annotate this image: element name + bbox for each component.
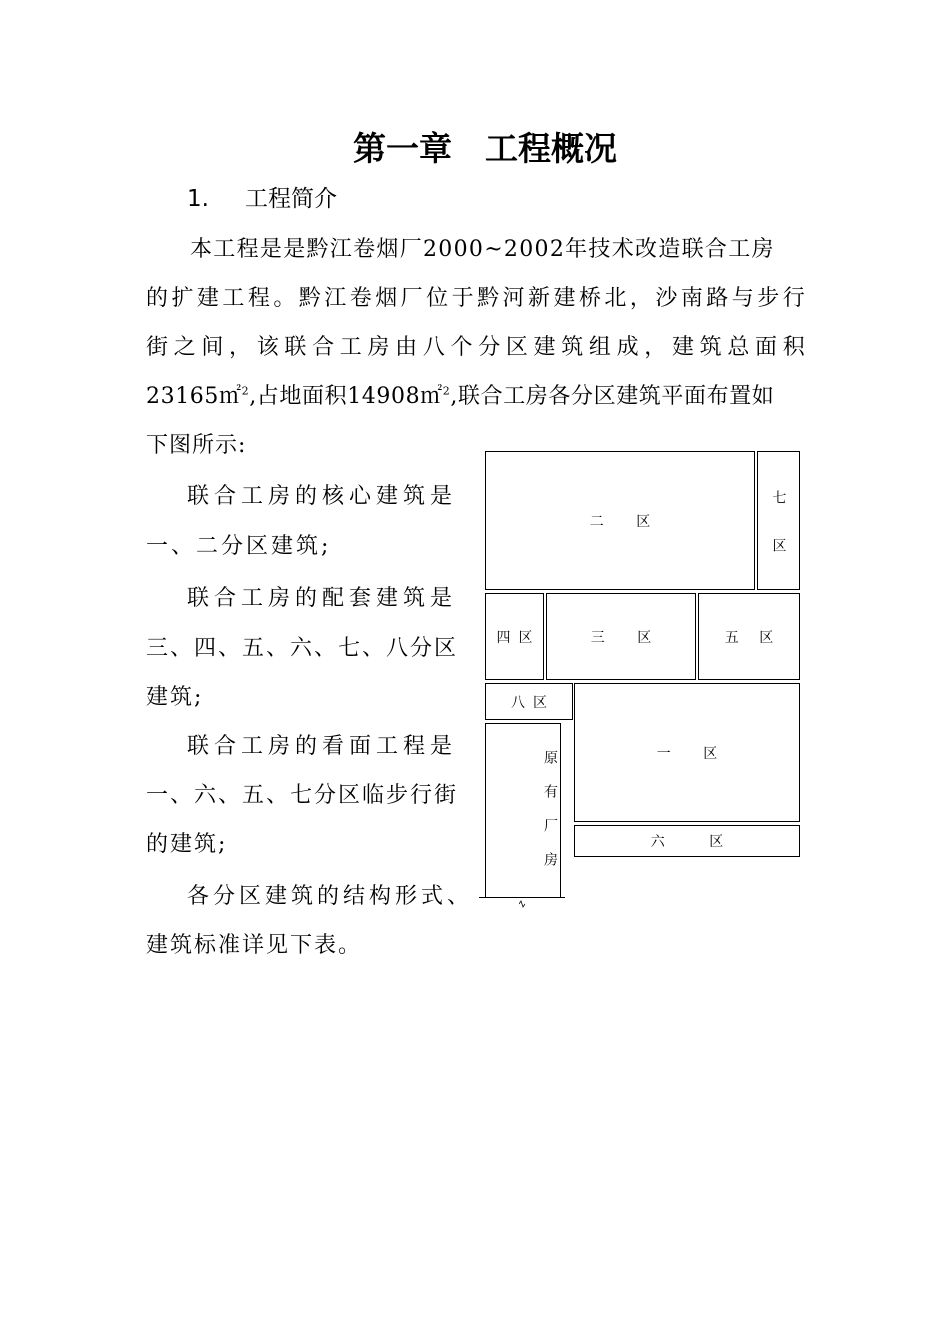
facade-line-3: 的建筑; (146, 832, 228, 857)
zone-8: 八区 (485, 683, 573, 720)
break-mark-icon (519, 893, 525, 901)
existing-plant: 原有厂房 (485, 723, 561, 898)
support-line-1: 联合工房的配套建筑是 (187, 586, 458, 611)
structure-line-2: 建筑标准详见下表。 (146, 933, 363, 958)
core-line-1: 联合工房的核心建筑是 (187, 484, 458, 509)
core-line-2: 一、二分区建筑; (146, 534, 332, 559)
intro-line-5: 下图所示: (146, 433, 247, 458)
section-title: 工程简介 (245, 186, 337, 212)
zone-4: 四区 (485, 593, 544, 680)
structure-line-1: 各分区建筑的结构形式、 (187, 884, 474, 909)
layout-note: ,联合工房各分区建筑平面布置如 (450, 384, 775, 409)
total-area-sup: 2 (241, 384, 250, 398)
zone-3: 三 区 (546, 593, 696, 680)
chapter-title: 第一章 工程概况 (353, 129, 617, 168)
section-number: 1. (187, 186, 209, 212)
intro-line-1-text: 本工程是是黔江卷烟厂2000~2002年技术改造联合工房 (190, 237, 775, 262)
intro-line-1 (146, 225, 806, 274)
zone-2: 二 区 (485, 451, 755, 590)
facade-line-2: 一、六、五、七分区临步行街 (146, 783, 459, 808)
intro-line-2: 的扩建工程。黔江卷烟厂位于黔河新建桥北，沙南路与步行 (146, 286, 806, 311)
site-area-sup: 2 (442, 384, 451, 398)
support-line-2: 三、四、五、六、七、八分区 (146, 636, 459, 661)
site-area: ,占地面积14908㎡ (249, 384, 443, 409)
intro-line-3: 街之间，该联合工房由八个分区建筑组成，建筑总面积 (146, 335, 806, 360)
zone-5: 五 区 (698, 593, 800, 680)
facade-line-1: 联合工房的看面工程是 (187, 734, 458, 759)
section-heading (187, 183, 337, 215)
intro-line-4 (146, 372, 806, 421)
total-area: 23165㎡ (146, 384, 242, 409)
zone-7: 七区 (757, 451, 800, 590)
zone-6: 六 区 (574, 825, 800, 857)
support-line-3: 建筑; (146, 685, 204, 710)
zone-1: 一 区 (574, 683, 800, 822)
